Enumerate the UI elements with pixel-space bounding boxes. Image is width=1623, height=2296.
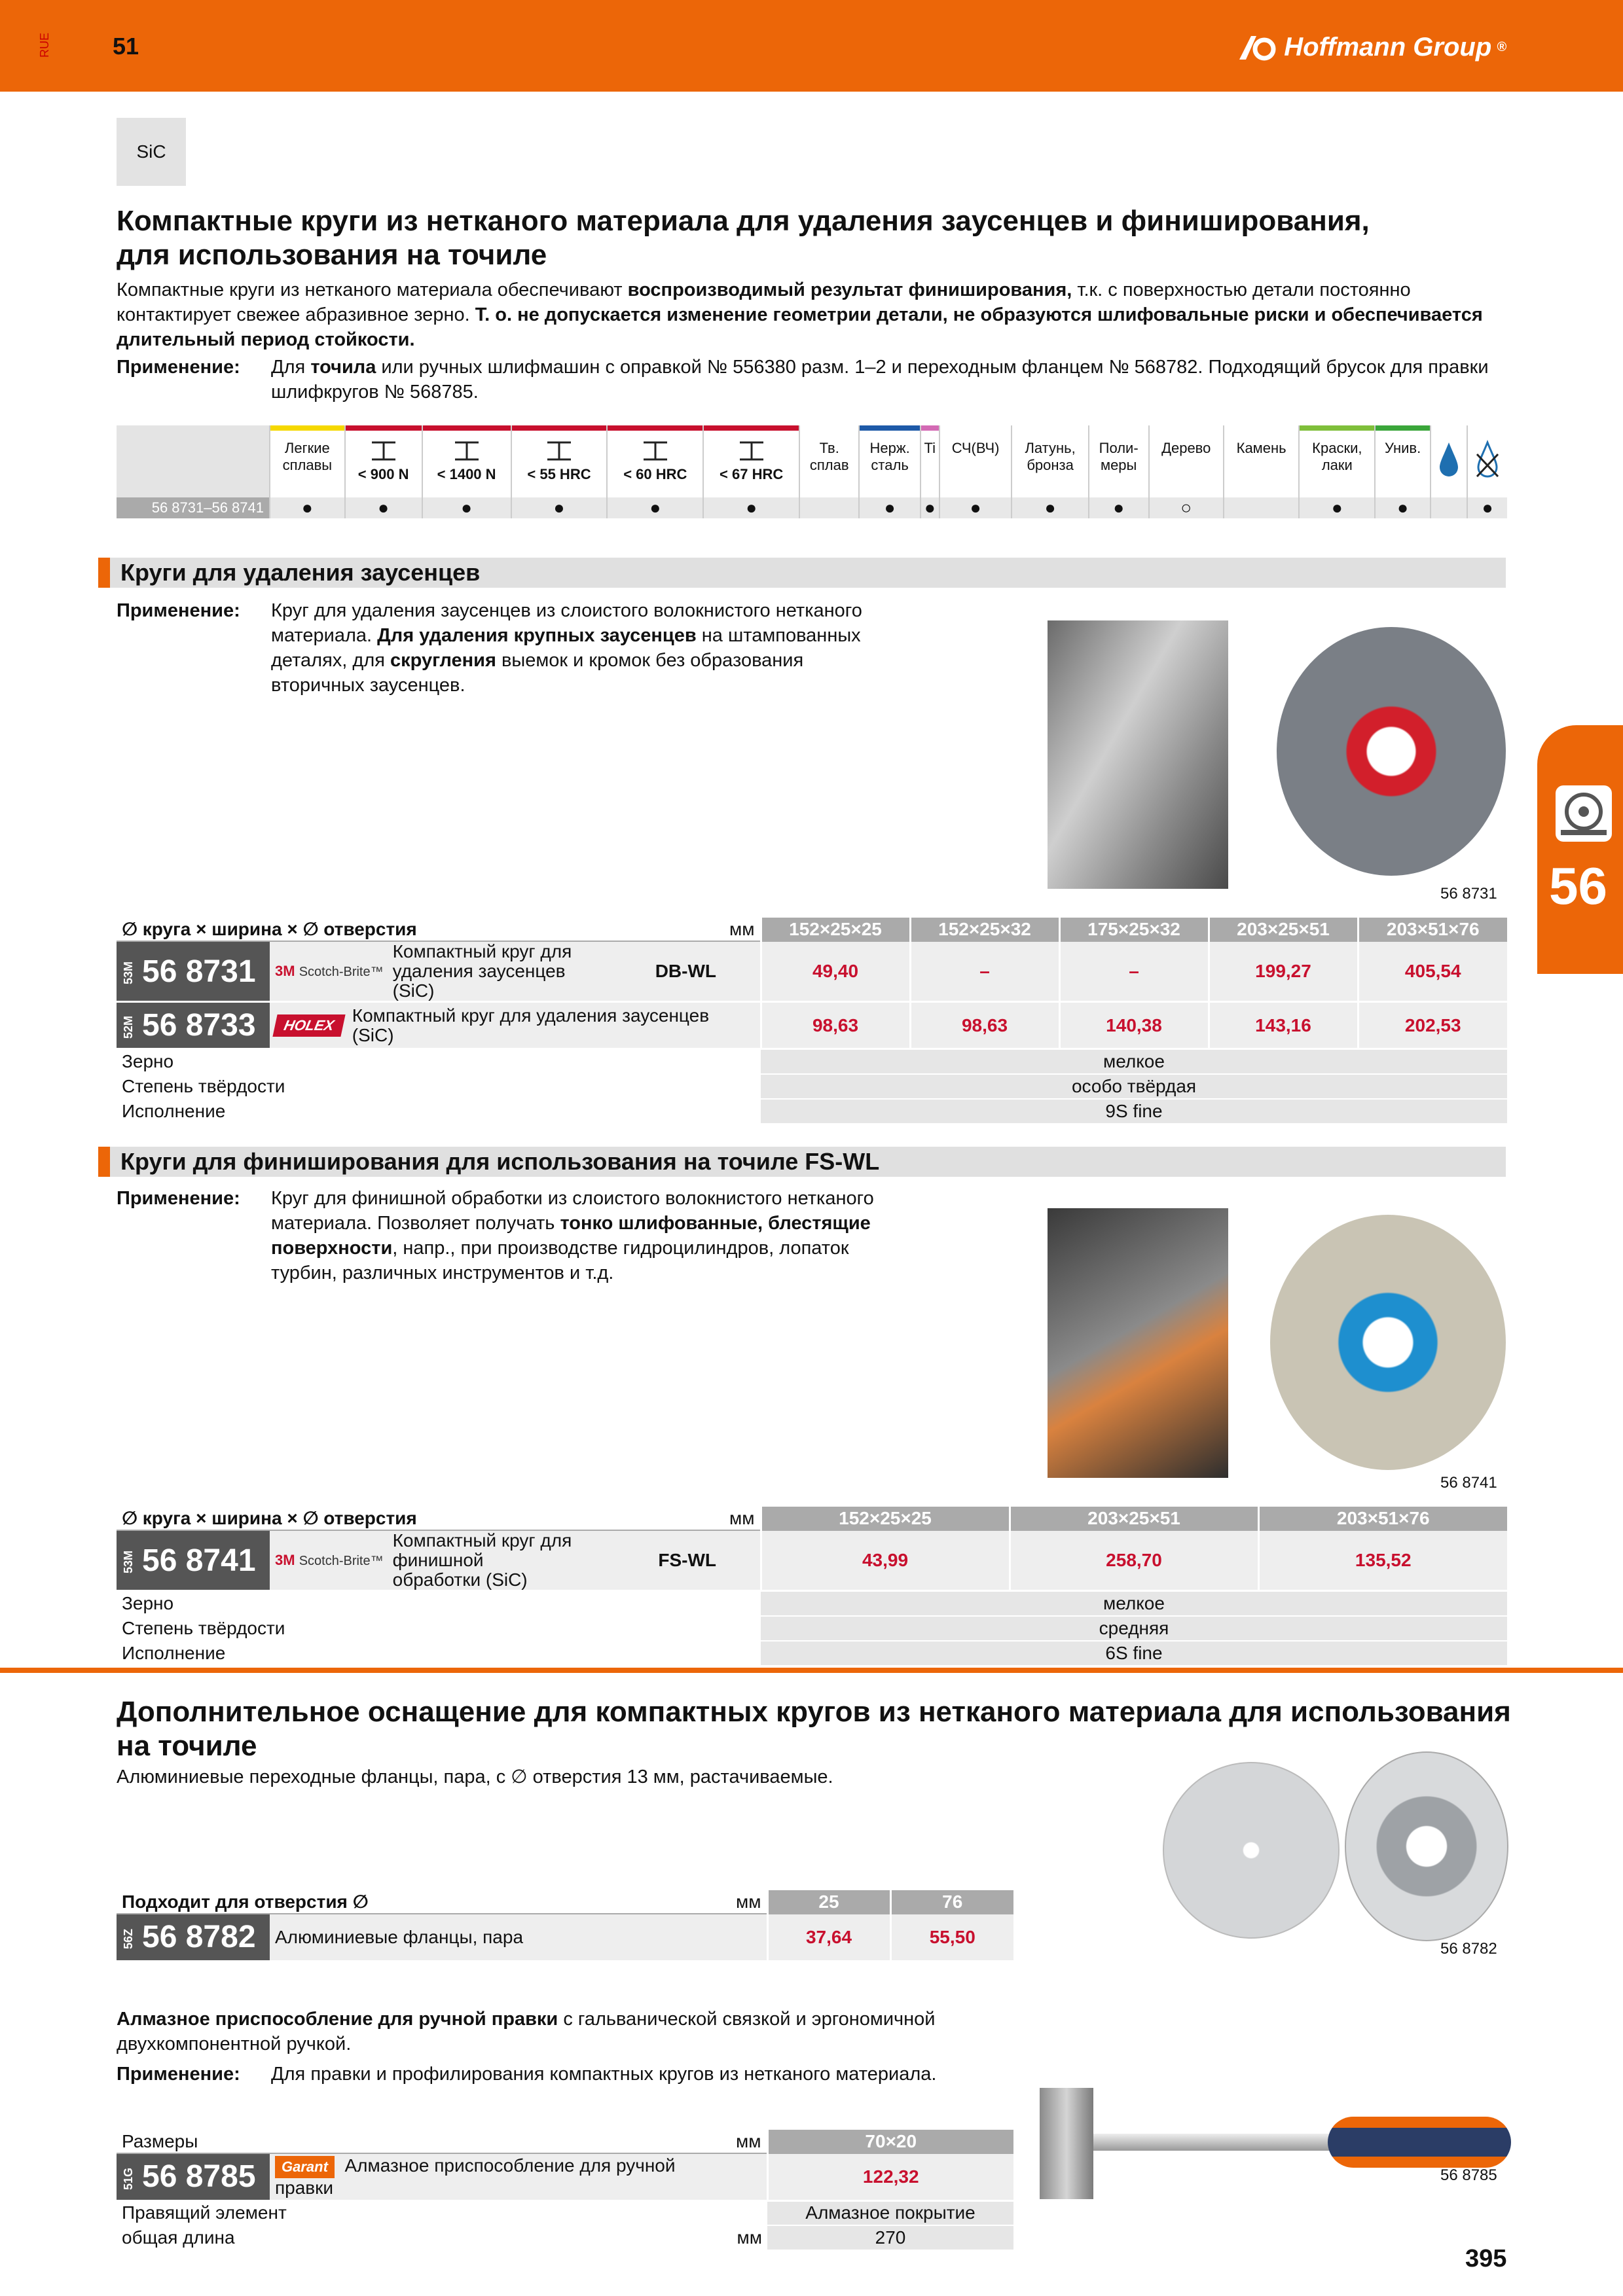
material-color-bar (940, 425, 1012, 431)
material-sublabel: < 67 HRC (720, 466, 784, 482)
material-column-header (939, 425, 1012, 497)
material-sublabel: < 55 HRC (527, 466, 591, 482)
price: 405,54 (1358, 941, 1507, 1002)
size-col-1: 152×25×25 (761, 1507, 1010, 1530)
material-label: Тв. (819, 440, 839, 456)
material-color-bar (860, 425, 920, 431)
product-description: HOLEX Компактный круг для удаления заусенцев (SiC) (270, 1002, 721, 1049)
property-row: Степень твёрдости особо твёрдая (117, 1074, 1507, 1099)
suitability-dot: ● (703, 497, 799, 518)
unit-mm: мм (721, 918, 761, 941)
material-column-header (859, 425, 921, 497)
property-row: Зерно мелкое (117, 1049, 1507, 1074)
material-column-header (422, 425, 511, 497)
garant-logo: Garant (275, 2156, 335, 2178)
material-color-bar (1150, 425, 1223, 431)
material-label: Унив. (1384, 440, 1421, 456)
image-caption-568782: 56 8782 (1440, 1940, 1497, 1958)
material-sublabel: лаки (1321, 457, 1353, 473)
section2-application: Применение: Круг для финишной обработки из слоистого волокнистого нетканого материала. Позволяет получать тонко шлифованные, блестящие поверхности, напр., при производстве гидроцилиндров, лопаток турбин, различных инструментов и т.д. (117, 1188, 874, 1283)
material-label: СЧ(ВЧ) (951, 440, 1000, 456)
suitability-dot: ● (1467, 497, 1507, 518)
material-column-header (1375, 425, 1431, 497)
section-divider (0, 1668, 1623, 1673)
article-number[interactable]: 56Z 56 8782 (117, 1914, 270, 1961)
material-label: Поли- (1099, 440, 1139, 456)
finishing-usage-photo (1048, 1208, 1228, 1478)
flange-photo-front (1163, 1762, 1340, 1939)
header-bar (0, 0, 1623, 92)
material-label: Камень (1236, 440, 1286, 456)
image-caption-568785: 56 8785 (1440, 2166, 1497, 2184)
material-color-bar (270, 425, 344, 431)
suitability-dot: ● (1012, 497, 1088, 518)
material-sublabel: сталь (871, 457, 909, 473)
suitability-dot: ○ (1149, 497, 1224, 518)
table-row (117, 1530, 1507, 1591)
suitability-dot: ● (1299, 497, 1375, 518)
price: 135,52 (1258, 1530, 1507, 1591)
size-col-2: 203×25×51 (1010, 1507, 1258, 1530)
size-col-1: 25 (767, 1890, 890, 1914)
size-col-1: 70×20 (767, 2130, 1013, 2153)
material-color-bar (1012, 425, 1087, 431)
material-sublabel: < 900 N (357, 466, 409, 482)
material-color-bar (512, 425, 607, 431)
finishing-wheel-photo (1270, 1215, 1506, 1470)
material-suitability-table (117, 425, 1507, 518)
suitability-dot: ● (607, 497, 703, 518)
title-line-1: Компактные круги из нетканого материала для удаления заусенцев и финиширования, (117, 205, 1370, 237)
size-col-1: 152×25×25 (761, 918, 910, 941)
product-description: 3M Scotch-Brite™ Компактный круг для финишной обработки (SiC) FS-WL (270, 1530, 721, 1591)
3m-logo: 3M Scotch-Brite™ (275, 962, 384, 979)
material-column-header (607, 425, 703, 497)
unit-mm: мм (728, 1890, 767, 1914)
dimension-header: Подходит для отверстия ∅ (117, 1890, 728, 1914)
price: 199,27 (1209, 941, 1358, 1002)
material-color-bar (1224, 425, 1298, 431)
suitability-dot: ● (1089, 497, 1149, 518)
dresser-intro: Алмазное приспособление для ручной правки с гальванической связкой и эргономичной двухкомпонентной ручкой. (117, 2009, 936, 2054)
material-label: Легкие (284, 440, 330, 456)
wet-use-icon (1431, 425, 1467, 497)
price: 98,63 (910, 1002, 1059, 1049)
property-row: Исполнение 9S fine (117, 1099, 1507, 1124)
material-color-bar (608, 425, 702, 431)
material-column-header (1012, 425, 1088, 497)
section-deburring-title: Круги для удаления заусенцев (98, 558, 1506, 588)
material-header-blank (117, 425, 270, 497)
suitability-dot (1431, 497, 1467, 518)
dry-use-icon (1467, 425, 1507, 497)
property-row: Степень твёрдости средняя (117, 1616, 1507, 1641)
deburring-price-table (117, 918, 1507, 1124)
table-row (117, 2153, 1013, 2200)
material-column-header (799, 425, 859, 497)
deburring-wheel-photo (1277, 627, 1506, 876)
size-col-3: 203×51×76 (1258, 1507, 1507, 1530)
grinding-wheel-icon (1556, 785, 1612, 842)
material-label: Краски, (1312, 440, 1362, 456)
material-color-bar (423, 425, 511, 431)
steel-profile-icon (608, 440, 702, 466)
chapter-side-tab[interactable] (1537, 725, 1623, 974)
flange-photo-back (1345, 1751, 1508, 1941)
price: 37,64 (767, 1914, 890, 1961)
steel-profile-icon (423, 440, 511, 466)
material-label: Ti (924, 440, 936, 456)
page-number-right: 395 (1465, 2245, 1507, 2272)
title-line-2: для использования на точиле (117, 239, 547, 271)
material-column-header (1089, 425, 1149, 497)
material-column-header (1224, 425, 1299, 497)
material-color-bar (1089, 425, 1148, 431)
category-tag: SiC (117, 118, 186, 186)
dresser-price-table (117, 2130, 1013, 2251)
material-sublabel: меры (1100, 457, 1137, 473)
product-description: Garant Алмазное приспособление для ручной правки (270, 2153, 728, 2200)
dimension-header: Размеры (117, 2130, 728, 2153)
article-number[interactable]: 52M 56 8733 (117, 1002, 270, 1049)
property-row: Исполнение 6S fine (117, 1641, 1507, 1666)
article-number[interactable]: 51G 56 8785 (117, 2153, 270, 2200)
table-row (117, 1914, 1013, 1961)
price: – (910, 941, 1059, 1002)
price: 49,40 (761, 941, 910, 1002)
price: 122,32 (767, 2153, 1013, 2200)
property-row: Зерно мелкое (117, 1591, 1507, 1616)
material-sublabel: сплав (809, 457, 849, 473)
material-label: Латунь, (1025, 440, 1076, 456)
size-col-4: 203×25×51 (1209, 918, 1358, 941)
accessories-title: Дополнительное оснащение для компактных кругов из нетканого материала для использования на точиле (117, 1696, 1511, 1762)
size-col-2: 76 (890, 1890, 1013, 1914)
property-row: Правящий элемент Алмазное покрытие (117, 2200, 1013, 2225)
hoffmann-logo-icon (1237, 33, 1279, 62)
dimension-header: ∅ круга × ширина × ∅ отверстия (117, 918, 721, 941)
article-number[interactable]: 53M 56 8731 (117, 941, 270, 1002)
page-number-left: 51 (113, 33, 139, 60)
suitability-dot: ● (511, 497, 608, 518)
chapter-number: 56 (1549, 857, 1607, 915)
suitability-dot: ● (345, 497, 422, 518)
suitability-dot: ● (921, 497, 939, 518)
material-color-bar (800, 425, 858, 431)
steel-profile-icon (704, 440, 799, 466)
suitability-dot (799, 497, 859, 518)
material-color-bar (346, 425, 422, 431)
property-row: общая длина мм 270 (117, 2225, 1013, 2250)
steel-profile-icon (512, 440, 607, 466)
unit-mm: мм (728, 2130, 767, 2153)
material-sublabel: < 1400 N (437, 466, 496, 482)
material-color-bar (1376, 425, 1430, 431)
brand-mark: ® (1497, 40, 1506, 54)
holex-logo: HOLEX (272, 1014, 345, 1037)
article-number[interactable]: 53M 56 8741 (117, 1530, 270, 1591)
material-column-header (511, 425, 608, 497)
material-column-header (345, 425, 422, 497)
dresser-application: Применение: Для правки и профилирования компактных кругов из нетканого материала. (117, 2064, 937, 2085)
price: 202,53 (1358, 1002, 1507, 1049)
unit-mm: мм (721, 1507, 761, 1530)
material-sublabel: < 60 HRC (623, 466, 687, 482)
material-color-bar (704, 425, 799, 431)
material-column-header (270, 425, 345, 497)
deburring-usage-photo (1048, 620, 1228, 889)
product-description: 3M Scotch-Brite™ Компактный круг для удаления заусенцев (SiC) DB-WL (270, 941, 721, 1002)
3m-logo: 3M Scotch-Brite™ (275, 1551, 384, 1568)
material-column-header (921, 425, 939, 497)
suitability-dot (1224, 497, 1299, 518)
finishing-price-table (117, 1507, 1507, 1666)
price: 55,50 (890, 1914, 1013, 1961)
suitability-dot: ● (270, 497, 345, 518)
material-column-header (703, 425, 799, 497)
brand-logo (1237, 33, 1506, 62)
brand-name: Hoffmann Group (1284, 33, 1492, 62)
price: 43,99 (761, 1530, 1010, 1591)
page-title (117, 204, 1491, 272)
material-sublabel: сплавы (282, 457, 333, 473)
size-col-3: 175×25×32 (1059, 918, 1209, 941)
material-sublabel: бронза (1027, 457, 1074, 473)
price: 143,16 (1209, 1002, 1358, 1049)
flange-price-table (117, 1890, 1013, 1962)
section-finishing-title: Круги для финиширования для использования на точиле FS-WL (98, 1147, 1506, 1177)
table-row (117, 941, 1507, 1002)
accessories-intro: Алюминиевые переходные фланцы, пара, с ∅ отверстия 13 мм, растачиваемые. (117, 1767, 833, 1787)
material-column-header (1299, 425, 1375, 497)
suitability-dot: ● (1375, 497, 1431, 518)
steel-profile-icon (346, 440, 422, 466)
price: 258,70 (1010, 1530, 1258, 1591)
image-caption-568741: 56 8741 (1440, 1474, 1497, 1492)
product-type: DB-WL (655, 961, 716, 981)
material-label: Нерж. (869, 440, 910, 456)
image-caption-568731: 56 8731 (1440, 885, 1497, 903)
application-label: Применение: (117, 357, 240, 378)
size-col-5: 203×51×76 (1358, 918, 1507, 941)
material-column-header (1149, 425, 1224, 497)
product-type: FS-WL (658, 1550, 716, 1570)
price: 140,38 (1059, 1002, 1209, 1049)
article-range: 56 8731–56 8741 (117, 497, 270, 518)
material-color-bar (1300, 425, 1374, 431)
price: 98,63 (761, 1002, 910, 1049)
dimension-header: ∅ круга × ширина × ∅ отверстия (117, 1507, 721, 1530)
table-row (117, 1002, 1507, 1049)
intro-text: Компактные круги из нетканого материала обеспечивают воспроизводимый результат финиширования, т.к. с поверхностью детали постоянно контактирует свежее абразивное зерно. Т. о. не допускается изменение геометрии детали, не образуются шлифовальные риски и обеспечивается длительный период стойкости. (117, 279, 1483, 350)
material-label: Дерево (1161, 440, 1211, 456)
suitability-dot: ● (859, 497, 921, 518)
price: – (1059, 941, 1209, 1002)
suitability-dot: ● (939, 497, 1012, 518)
section1-application: Применение: Круг для удаления заусенцев из слоистого волокнистого нетканого материала. Для удаления крупных заусенцев на штампованных деталях, для скругления выемок и кромок без образования вторичных заусенцев. (117, 600, 862, 696)
size-col-2: 152×25×32 (910, 918, 1059, 941)
application-block: Применение: Для точила или ручных шлифмашин с оправкой № 556380 разм. 1–2 и переходным фланцем № 568782. Подходящий брусок для правки шлифкругов № 568785. (117, 355, 1504, 404)
suitability-dot: ● (422, 497, 511, 518)
language-code: RUE (38, 33, 51, 58)
product-description: Алюминиевые фланцы, пара (270, 1914, 728, 1961)
material-color-bar (921, 425, 939, 431)
